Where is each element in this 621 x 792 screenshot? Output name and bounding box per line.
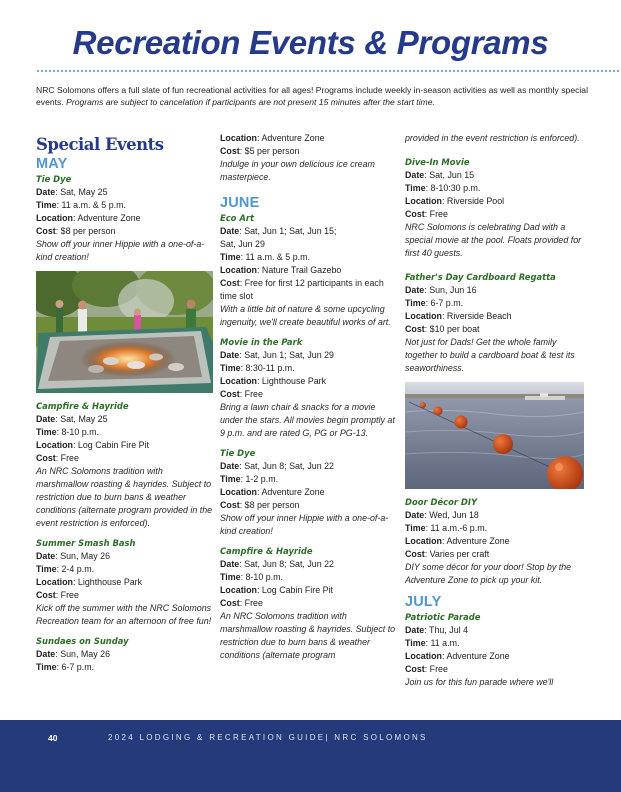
event-summer-smash-bash (36, 537, 214, 628)
event-location: Location: Nature Trail Gazebo (220, 265, 342, 275)
event-description: An NRC Solomons tradition with marshmallow roasting & hayrides. Subject to restriction due to burn bans & weather conditions (alternate program provided in the event restriction is enforced). (36, 466, 213, 528)
event-cost: Cost: Varies per craft (405, 549, 490, 559)
event-dive-in-movie (405, 156, 587, 260)
event-date: Date: Wed, Jun 18 (405, 510, 479, 520)
event-cost: Cost: Free for first 12 participants in each time slot (220, 278, 384, 301)
event-time: Time: 1-2 p.m. (220, 474, 279, 484)
intro-italic: Programs are subject to cancelation if participants are not present 15 minutes after the start time. (66, 96, 435, 107)
event-cost: Cost: $8 per person (220, 500, 300, 510)
event-time: Time: 6-7 p.m. (36, 662, 95, 672)
event-date-cont: Sat, Jun 29 (220, 239, 265, 249)
event-date: Date: Sat, Jun 1; Sat, Jun 15; (220, 226, 337, 236)
event-time: Time: 11 a.m. (405, 638, 460, 648)
event-cost: Cost: Free (405, 664, 448, 674)
event-description: DIY some décor for your door! Stop by the Adventure Zone to pick up your kit. (405, 562, 572, 585)
event-title: Movie in the Park (220, 337, 303, 347)
event-location: Location: Lighthouse Park (36, 577, 143, 587)
footer-title: 2024 LODGING & RECREATION GUIDE| NRC SOLOMONS (108, 733, 428, 742)
event-description: Bring a lawn chair & snacks for a movie under the stars. All movies begin promptly at 9 p.m. and are rated G, PG or PG-13. (220, 402, 395, 438)
footer-bar (0, 720, 621, 792)
event-date: Date: Thu, Jul 4 (405, 625, 469, 635)
event-title: Door Décor DIY (405, 497, 478, 507)
event-location: Location: Adventure Zone (220, 487, 325, 497)
event-time: Time: 8-10 p.m. (36, 427, 99, 437)
event-date: Date: Sat, Jun 1; Sat, Jun 29 (220, 350, 334, 360)
event-time: Time: 8:30-11 p.m. (220, 363, 295, 373)
event-time: Time: 11 a.m. & 5 p.m. (36, 200, 126, 210)
event-cardboard-regatta (405, 271, 587, 375)
event-time: Time: 11 a.m.-6 p.m. (405, 523, 488, 533)
event-cost: Cost: $8 per person (36, 226, 116, 236)
event-title: Dive-In Movie (405, 157, 470, 167)
event-location: Location: Adventure Zone (405, 536, 510, 546)
event-description: Indulge in your own delicious ice cream masterpiece. (220, 159, 375, 182)
event-date: Date: Sat, Jun 15 (405, 170, 475, 180)
event-cost: Cost: $10 per boat (405, 324, 480, 334)
event-location: Location: Riverside Beach (405, 311, 512, 321)
event-tie-dye-june (220, 447, 400, 538)
event-title: Sundaes on Sunday (36, 636, 129, 646)
event-date: Date: Sat, Jun 8; Sat, Jun 22 (220, 559, 334, 569)
event-campfire-june (220, 545, 400, 662)
event-description: Show off your inner Hippie with a one-of-a-kind creation! (220, 513, 389, 536)
page-title: Recreation Events & Programs (72, 24, 549, 61)
event-title: Father's Day Cardboard Regatta (405, 272, 556, 282)
regatta-buoys-photo (405, 382, 584, 489)
event-time: Time: 2-4 p.m. (36, 564, 95, 574)
event-sundaes-continued (220, 132, 400, 184)
event-cost: Cost: Free (405, 209, 448, 219)
month-heading-may: MAY (36, 156, 68, 172)
event-tie-dye-may (36, 173, 214, 264)
event-location: Location: Log Cabin Fire Pit (220, 585, 333, 595)
event-description: Join us for this fun parade where we'll (405, 677, 554, 687)
section-title: Special Events (36, 135, 164, 154)
event-description: provided in the event restriction is enforced). (405, 133, 580, 143)
event-date: Date: Sat, May 25 (36, 414, 108, 424)
intro-text: NRC Solomons offers a full slate of fun recreational activities for all ages! Programs include weekly in-season activities as well as monthly special events. (36, 85, 588, 107)
event-time: Time: 6-7 p.m. (405, 298, 464, 308)
column-1 (36, 132, 214, 681)
event-campfire-may (36, 400, 214, 530)
event-cost: Cost: $5 per person (220, 146, 300, 156)
event-date: Date: Sun, Jun 16 (405, 285, 477, 295)
event-description: Not just for Dads! Get the whole family together to build a cardboard boat & test its seaworthiness. (405, 337, 575, 373)
dotted-divider (36, 70, 621, 72)
event-date: Date: Sun, May 26 (36, 649, 111, 659)
event-description: An NRC Solomons tradition with marshmallow roasting & hayrides. Subject to restriction due to burn bans & weather conditions (alternate program (220, 611, 396, 660)
event-location: Location: Adventure Zone (220, 133, 325, 143)
event-title: Patriotic Parade (405, 612, 481, 622)
event-movie-in-the-park (220, 336, 400, 440)
event-title: Tie Dye (36, 174, 72, 184)
event-door-decor-diy (405, 496, 587, 587)
event-location: Location: Log Cabin Fire Pit (36, 440, 149, 450)
event-time: Time: 11 a.m. & 5 p.m. (220, 252, 310, 262)
event-location: Location: Adventure Zone (405, 651, 510, 661)
month-heading-june: JUNE (220, 195, 260, 211)
event-cost: Cost: Free (220, 598, 263, 608)
event-patriotic-parade (405, 611, 587, 689)
event-description: With a little bit of nature & some upcycling ingenuity, we'll create beautiful works of art. (220, 304, 391, 327)
event-title: Tie Dye (220, 448, 256, 458)
column-3 (405, 132, 587, 696)
event-description: NRC Solomons is celebrating Dad with a special movie at the pool. Floats provided for first 40 guests. (405, 222, 582, 258)
column-2 (220, 132, 400, 669)
event-date: Date: Sat, Jun 8; Sat, Jun 22 (220, 461, 334, 471)
event-title: Campfire & Hayride (220, 546, 313, 556)
event-description: Show off your inner Hippie with a one-of-a-kind creation! (36, 239, 205, 262)
event-cost: Cost: Free (36, 453, 79, 463)
event-title: Summer Smash Bash (36, 538, 136, 548)
event-description: Kick off the summer with the NRC Solomons Recreation team for an afternoon of free fun! (36, 603, 212, 626)
event-location: Location: Adventure Zone (36, 213, 141, 223)
page-number: 40 (48, 733, 58, 743)
intro-paragraph (36, 85, 588, 108)
campfire-photo (36, 271, 213, 393)
event-date: Date: Sat, May 25 (36, 187, 108, 197)
event-sundaes-on-sunday (36, 635, 214, 674)
month-heading-july: JULY (405, 594, 442, 610)
event-title: Eco Art (220, 213, 254, 223)
event-campfire-june-continued (405, 132, 587, 145)
event-title: Campfire & Hayride (36, 401, 129, 411)
event-date: Date: Sun, May 26 (36, 551, 111, 561)
event-eco-art (220, 212, 400, 329)
event-cost: Cost: Free (220, 389, 263, 399)
event-time: Time: 8-10:30 p.m. (405, 183, 481, 193)
event-location: Location: Lighthouse Park (220, 376, 327, 386)
event-location: Location: Riverside Pool (405, 196, 505, 206)
event-cost: Cost: Free (36, 590, 79, 600)
event-time: Time: 8-10 p.m. (220, 572, 283, 582)
